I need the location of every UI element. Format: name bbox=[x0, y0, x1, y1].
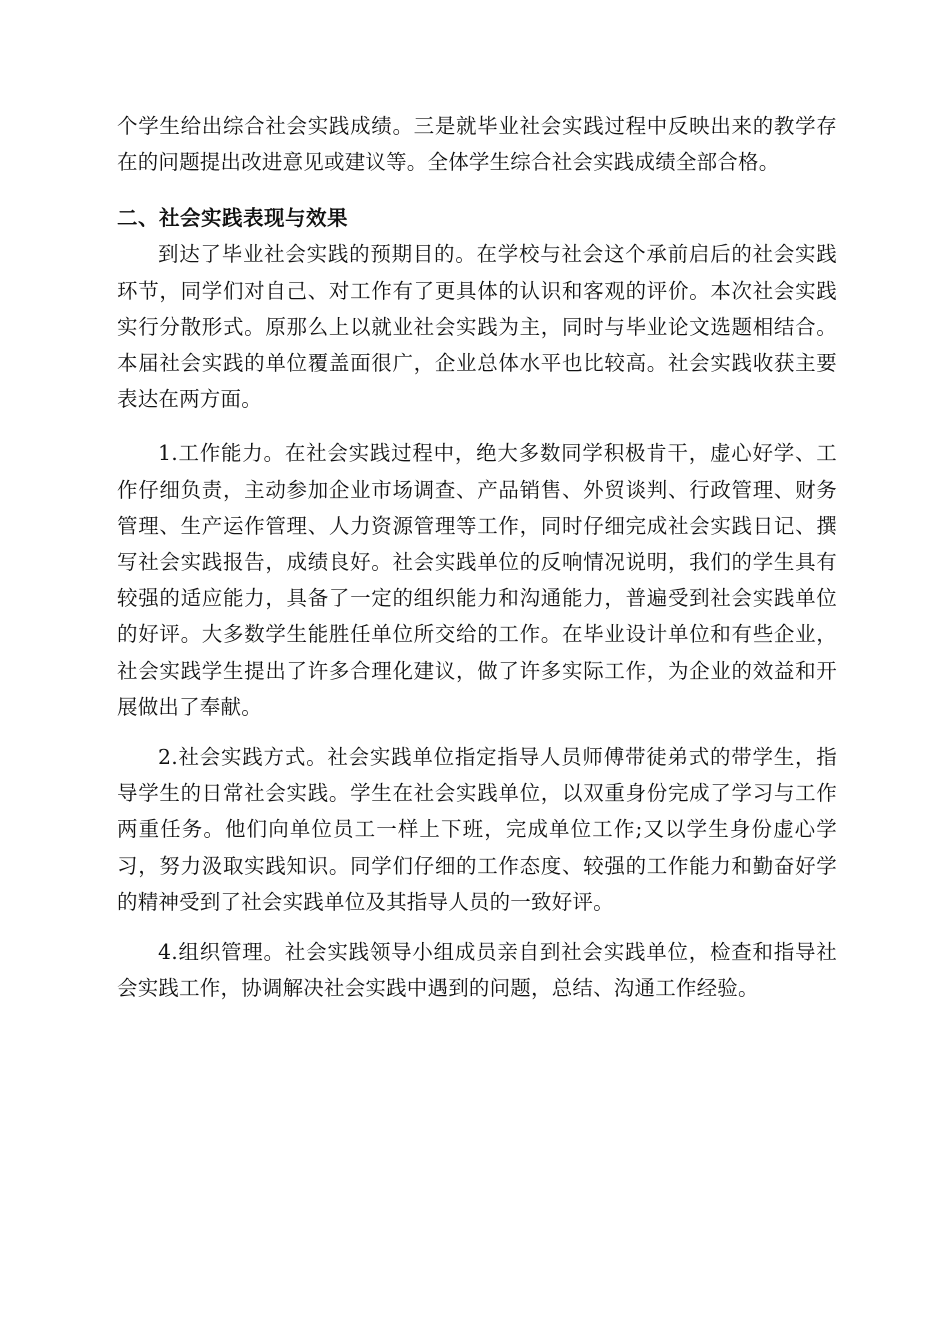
paragraph-work-ability: 1.工作能力。在社会实践过程中，绝大多数同学积极肯干，虚心好学、工作仔细负责，主动参加企业市场调查、产品销售、外贸谈判、行政管理、财务管理、生产运作管理、人力资源管理等工作，同时仔细完成社会实践日记、撰写社会实践报告，成绩良好。社会实践单位的反响情况说明，我们的学生具有较强的适应能力，具备了一定的组织能力和沟通能力，普遍受到社会实践单位的好评。大多数学生能胜任单位所交给的工作。在毕业设计单位和有些企业，社会实践学生提出了许多合理化建议，做了许多实际工作，为企业的效益和开展做出了奉献。 bbox=[117, 441, 837, 719]
document-body bbox=[117, 108, 837, 1006]
paragraph-organization: 4.组织管理。社会实践领导小组成员亲自到社会实践单位，检查和指导社会实践工作，协调解决社会实践中遇到的问题，总结、沟通工作经验。 bbox=[117, 940, 837, 1001]
intro-paragraph: 个学生给出综合社会实践成绩。三是就毕业社会实践过程中反映出来的教学存在的问题提出改进意见或建议等。全体学生综合社会实践成绩全部合格。 bbox=[117, 114, 837, 175]
section-heading: 二、社会实践表现与效果 bbox=[117, 206, 348, 231]
paragraph-practice-method: 2.社会实践方式。社会实践单位指定指导人员师傅带徒弟式的带学生，指导学生的日常社会实践。学生在社会实践单位，以双重身份完成了学习与工作两重任务。他们向单位员工一样上下班，完成单位工作;又以学生身份虚心学习，努力汲取实践知识。同学们仔细的工作态度、较强的工作能力和勤奋好学的精神受到了社会实践单位及其指导人员的一致好评。 bbox=[117, 745, 837, 914]
paragraph-goal: 到达了毕业社会实践的预期目的。在学校与社会这个承前启后的社会实践环节，同学们对自己、对工作有了更具体的认识和客观的评价。本次社会实践实行分散形式。原那么上以就业社会实践为主，同时与毕业论文选题相结合。本届社会实践的单位覆盖面很广，企业总体水平也比较高。社会实践收获主要表达在两方面。 bbox=[117, 242, 837, 412]
